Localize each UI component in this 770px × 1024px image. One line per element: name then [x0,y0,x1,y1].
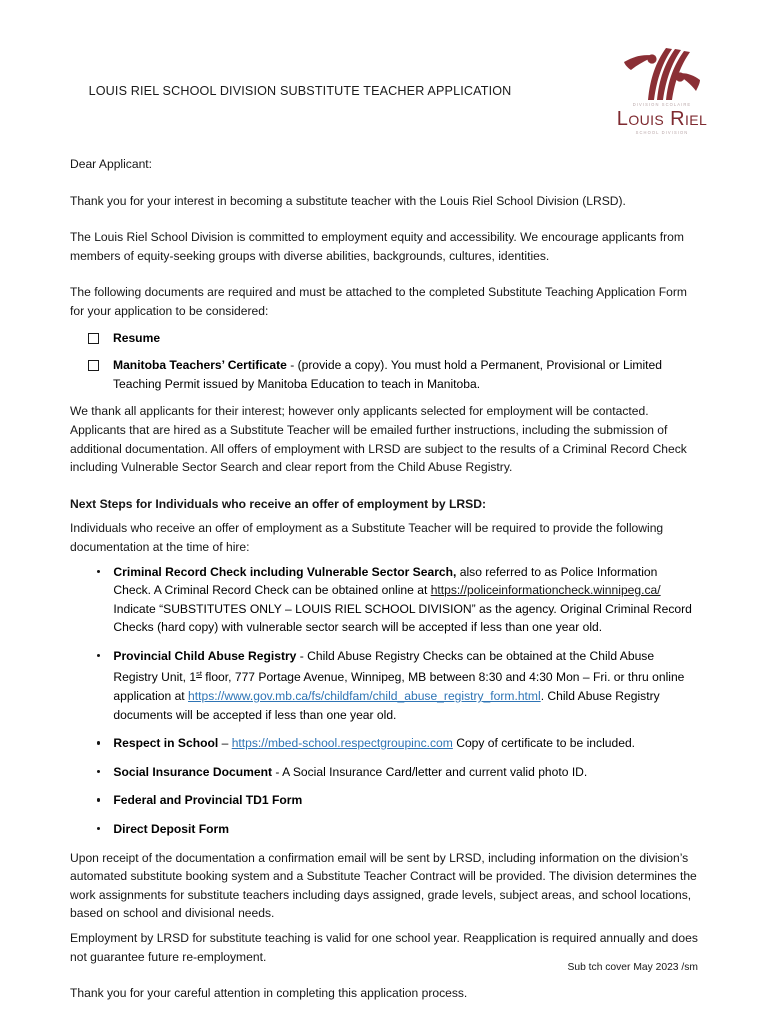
intro-paragraph: Thank you for your interest in becoming a substitute teacher with the Louis Riel School Division (LRSD). [70,193,626,208]
police-information-check-link[interactable]: https://policeinformationcheck.winnipeg.ca/ [430,583,661,598]
confirmation-paragraph: Upon receipt of the documentation a confirmation email will be sent by LRSD, including information on the division’s automated substitute booking system and a Substitute Teacher Contract will be provided. The division determines the work assignments for substitute teachers including days assigned, grade levels, subject areas, and school locations, based on school and divisional needs. [70,850,697,921]
required-documents-list [70,329,698,394]
next-step-label: Respect in School [113,736,219,751]
salutation: Dear Applicant: [70,157,153,171]
list-item [70,791,698,810]
closing-paragraph: Thank you for your careful attention in completing this application process. [70,986,468,1001]
next-step-text: also referred to as Police Information Check. A Criminal Record Check can be obtained online at [113,564,658,598]
next-step-label: Provincial Child Abuse Registry [113,648,297,663]
revision-footer: Sub tch cover May 2023 /sm [567,962,698,973]
louis-riel-figures-mark-icon [622,46,702,104]
next-step-criminal-record-check [113,563,698,637]
next-step-text: - Child Abuse Registry Checks can be obtained at the Child Abuse Registry Unit, 1 [113,648,655,685]
document-header [0,0,770,150]
required-doc-label: Manitoba Teachers’ Certificate [113,358,287,373]
ordinal-suffix: st [196,669,202,679]
next-step-label: Social Insurance Document [113,764,272,779]
next-step-label: Criminal Record Check including Vulnerable Sector Search, [113,564,457,579]
next-steps-heading: Next Steps for Individuals who receive an offer of employment by LRSD: [70,496,486,511]
bullet-icon [97,741,100,744]
logo-tagline-english: SCHOOL DIVISION [635,130,689,135]
louis-riel-logo [608,46,716,142]
next-step-text: floor, 777 Portage Avenue, Winnipeg, MB between 8:30 and 4:30 Mon – Fri. or thru online application at [113,670,685,704]
next-step-text: . Child Abuse Registry documents will be accepted if less than one year old. [113,689,660,722]
validity-paragraph: Employment by LRSD for substitute teaching is valid for one school year. Reapplication is required annually and does not guarantee future re-employment. [70,931,698,964]
next-step-respect-in-school [113,734,698,753]
list-item [70,356,698,393]
bullet-icon [97,770,100,773]
next-step-text: - A Social Insurance Card/letter and current valid photo ID. [272,764,588,779]
required-doc-detail: - (provide a copy). You must hold a Permanent, Provisional or Limited Teaching Permit issued by Manitoba Education to teach in Manitoba. [113,358,662,391]
required-doc-resume [113,329,698,348]
list-item [70,820,698,839]
bullet-icon [97,570,100,573]
child-abuse-registry-form-link[interactable]: https://www.gov.mb.ca/fs/childfam/child_abuse_registry_form.html [188,689,541,704]
next-step-text: Indicate “SUBSTITUTES ONLY – LOUIS RIEL SCHOOL DIVISION” as the agency. Original Criminal Record Checks (hard copy) with vulnerable sector search will be accepted if less than one year old. [113,601,692,635]
list-item [70,563,698,637]
equity-paragraph: The Louis Riel School Division is committed to employment equity and accessibility. We encourage applicants from members of equity-seeking groups with diverse abilities, backgrounds, cultures, identities. [70,230,684,263]
next-step-td1-form [113,791,698,810]
next-step-label: Direct Deposit Form [113,822,229,837]
empty-checkbox-icon [88,333,99,344]
bullet-icon [97,654,100,657]
next-step-label: Federal and Provincial TD1 Form [113,793,303,808]
list-item [70,734,698,753]
respect-group-link[interactable]: https://mbed-school.respectgroupinc.com [231,736,453,751]
letter-body [70,155,698,1003]
next-step-child-abuse-registry [113,647,698,724]
logo-wordmark-louis: LOUIS [616,108,665,130]
next-step-direct-deposit-form [113,820,698,839]
next-step-text: – [218,736,232,751]
thanks-paragraph: We thank all applicants for their interest; however only applicants selected for employment will be contacted. Applicants that are hired as a Substitute Teacher will be emailed further instructions, including the submission of additional documentation. All offers of employment with LRSD are subject to the results of a Criminal Record Check including Vulnerable Sector Search and clear report from the Child Abuse Registry. [70,404,687,475]
list-item [70,329,698,348]
empty-checkbox-icon [88,360,99,371]
next-steps-list [70,563,698,839]
required-doc-teachers-certificate [113,356,698,393]
required-docs-lead: The following documents are required and must be attached to the completed Substitute Teaching Application Form for your application to be considered: [70,285,687,318]
bullet-icon [97,798,100,801]
page-title: LOUIS RIEL SCHOOL DIVISION SUBSTITUTE TEACHER APPLICATION [88,84,512,98]
next-step-text: Copy of certificate to be included. [452,736,636,751]
logo-wordmark-riel: RIEL [670,108,708,130]
required-doc-label: Resume [113,330,161,345]
next-step-social-insurance-document [113,763,698,782]
logo-wordmark [608,108,716,131]
list-item [70,647,698,724]
next-steps-lead: Individuals who receive an offer of employment as a Substitute Teacher will be required to provide the following documentation at the time of hire: [70,521,664,554]
logo-tagline-french: DIVISION SCOLAIRE [632,102,692,107]
bullet-icon [97,827,100,830]
list-item [70,763,698,782]
